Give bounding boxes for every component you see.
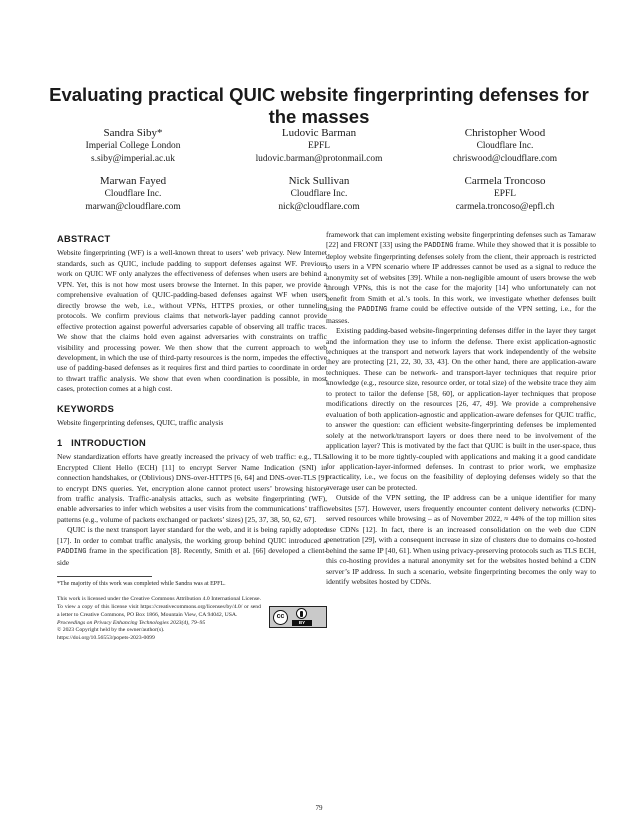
author-affiliation: EPFL (494, 189, 516, 199)
author-email: ludovic.barman@protonmail.com (255, 153, 383, 164)
introduction-heading: 1 INTRODUCTION (57, 437, 146, 448)
right-column (326, 230, 596, 587)
doi-line: https://doi.org/10.56553/popets-2023-0099 (57, 635, 155, 642)
author-card (412, 174, 598, 213)
author-name: Carmela Troncoso (464, 175, 546, 187)
intro-paragraph: New standardization efforts have greatly increased the privacy of web traffic: e.g., TLS Encrypted Client Hello (ECH) [11] to encrypt Server Name Indication (SNI) in connection handshakes, or (Oblivious) DNS-over-HTTPS [6, 64] and DNS-over-TLS [9] to encrypt DNS queries. Yet, encryption alone cannot protect users’ browsing history from traffic analysis. Traffic-analysis attacks, such as website fingerprinting (WF), enable adversaries to infer which websites a user visits from the communications’ traffic patterns (e.g., volume of packets exchanged or packets’ sizes) [25, 37, 38, 50, 62, 67]. (57, 452, 327, 524)
author-affiliation: EPFL (308, 141, 330, 151)
text-run: frame could be effective outside of the VPN setting, i.e., for the masses. (326, 304, 596, 325)
abstract-text: Website fingerprinting (WF) is a well-known threat to users’ web privacy. New Internet standards, such as QUIC, include padding to support defenses against WF. Previous work on QUIC WF only analyzes the effectiveness of defenses when users are behind a VPN. Yet, this is not how most users browse the Internet. In this paper, we provide a comprehensive evaluation of QUIC-padding-based defenses against WF when users directly browse the web, i.e., without VPNs, HTTPS proxies, or other tunneling protocols. We confirm previous claims that network-layer padding cannot provide effective protection against powerful adversaries capable of observing all traffic traces. We show that the claims hold even against adversaries with constraints on traffic visibility and processing power. We then show that the current approach to web development, in which the use of third-party resources is the norm, impedes the effective use of padding-based defenses as it requires first and third parties to coordinate in order to thwart traffic analysis. We show that even when coordination is possible, in most cases, protection comes at a high cost. (57, 248, 327, 394)
author-name: Marwan Fayed (99, 175, 167, 187)
intro-paragraph (57, 525, 327, 568)
author-email: s.siby@imperial.ac.uk (91, 153, 175, 164)
footnote: *The majority of this work was completed while Sandra was at EPFL. (57, 581, 226, 588)
body-paragraph: Outside of the VPN setting, the IP address can be a unique identifier for many websites [57]. However, users frequently encounter content delivery networks (CDN)-served resources while browsing – as of November 2022, ≈ 44% of the top million sites use CDNs [12]. In fact, there is an increased consolidation on the web due CDN penetration [29], with a consequent increase in size of clusters due to domains co-hosted behind the same IP [40, 61]. When using privacy-preserving protocols such as TLS ECH, this co-hosting provides a natural anonymity set for the websites hosted behind a CDN server’s IP address. In such a scenario, website fingerprinting becomes the only way to identify websites hosted by CDNs. (326, 493, 596, 586)
cc-by-badge[interactable] (269, 606, 327, 628)
license-text: This work is licensed under the Creative Commons Attribution 4.0 International License. To view a copy of this license visit https://creativecommons.org/licenses/by/4.0/ or send a letter to Creative Commons, PO Box 1866, Mountain View, CA 94042, USA. (57, 596, 261, 618)
text-run: frame. While they showed that it is possible to deploy website fingerprinting defenses solely from the client, their approach is restricted to users in a VPN scenario where IP addresses cannot be used as a signal to reduce the anonymity set of websites [39]. While a non-negligible amount of users browse the web through VPNs, this is not the case for the majority [14] who unfortunately can not benefit from Smith et al.’s tools. In this work, we investigate whether defenses built using the (326, 240, 597, 314)
author-affiliation: Cloudflare Inc. (290, 189, 348, 199)
left-column (57, 228, 327, 643)
body-paragraph (326, 230, 596, 326)
author-card (226, 126, 412, 165)
author-affiliation: Imperial College London (85, 141, 181, 151)
text-run: framework that can implement existing website fingerprinting defenses such as Tamaraw [22] and FRONT [33] using the (326, 230, 596, 250)
author-name: Ludovic Barman (281, 127, 357, 139)
license-block (57, 596, 327, 643)
text-run: frame in the specification [8]. Recently, Smith et al. [66] developed a client-side (57, 546, 327, 567)
author-name: Sandra Siby* (103, 127, 163, 139)
author-card (226, 174, 412, 213)
by-label: BY (292, 620, 312, 626)
author-block (40, 126, 598, 222)
author-affiliation: Cloudflare Inc. (476, 141, 534, 151)
author-card (40, 174, 226, 213)
footnote-divider (57, 576, 152, 577)
paper-title: Evaluating practical QUIC website fingerprinting defenses for the masses (49, 84, 589, 127)
author-email: nick@cloudflare.com (278, 201, 360, 212)
author-row (40, 126, 598, 165)
code-padding: PADDING (57, 548, 87, 557)
author-email: carmela.troncoso@epfl.ch (455, 201, 555, 212)
proceedings-line: Proceedings on Privacy Enhancing Technologies 2023(4), 79–95 (57, 619, 206, 626)
keywords-text: Website fingerprinting defenses, QUIC, traffic analysis (57, 418, 224, 428)
cc-icon: cc (273, 610, 288, 625)
copyright-line: © 2023 Copyright held by the owner/author(s). (57, 627, 165, 634)
keywords-heading: KEYWORDS (57, 403, 115, 414)
author-card (40, 126, 226, 165)
code-padding: PADDING (357, 306, 388, 315)
page-number: 79 (315, 804, 323, 812)
author-email: marwan@cloudflare.com (85, 201, 181, 212)
author-email: chriswood@cloudflare.com (452, 153, 558, 164)
code-padding: PADDING (423, 242, 454, 251)
abstract-heading: ABSTRACT (57, 234, 111, 244)
attribution-icon (292, 608, 312, 626)
author-row (40, 174, 598, 213)
person-icon (296, 608, 307, 619)
author-card (412, 126, 598, 165)
text-run: QUIC is the next transport layer standard for the web, and it is being rapidly adopted [17]. In order to combat traffic analysis, the working group behind QUIC introduced a (57, 525, 327, 545)
author-name: Nick Sullivan (288, 175, 350, 187)
author-affiliation: Cloudflare Inc. (104, 189, 162, 199)
body-paragraph: Existing padding-based website-fingerprinting defenses differ in the layer they target and the information they use to inform the defense. There exist application-agnostic techniques at the transport and network layers that work independently of the website they are protecting [21, 22, 30, 33, 43]. On the other hand, there are application-aware techniques. These can be network- and transport-layer techniques that require prior knowledge (e.g., resource size, resource order, or total size) of the website trace they aim to protect to tailor the defense [58, 60], or application-layer techniques that propose modifications directly on the resources [26, 47, 49]. We provide a comprehensive evaluation of both application-agnostic and application-aware defenses for QUIC traffic, to answer the question: can efficient website-fingerprinting defenses be implemented solely at the network/transport layers or does there need to be involvement of the application layer? This is motivated by the fact that QUIC is built in the user-space, thus allowing it to be more tightly-coupled with applications and making it a good candidate for application-layer-informed defenses. In contrast to prior work, we emphasize practicality, i.e., we focus on the feasibility of deploying defenses widely so that the average user can be protected. (326, 326, 596, 492)
author-name: Christopher Wood (464, 127, 546, 139)
